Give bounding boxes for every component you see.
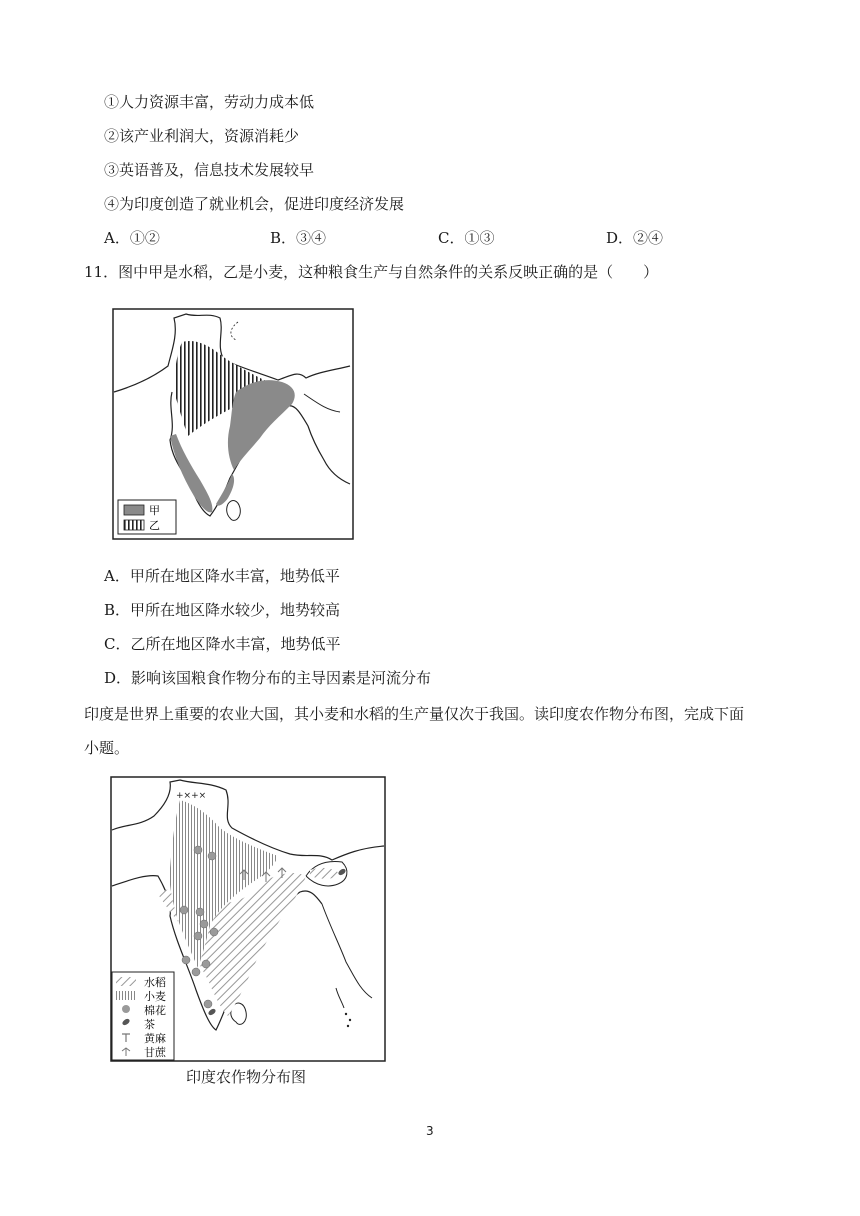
map2-caption: 印度农作物分布图 [186,1068,307,1086]
india-rice-wheat-map [112,308,354,540]
legend-sugarcane-label: 甘蔗 [144,1046,166,1059]
statement-4: ④为印度创造了就业机会，促进印度经济发展 [104,195,405,213]
legend-rice-label: 水稻 [144,976,166,989]
q11-option-b[interactable]: B．甲所在地区降水较少，地势较高 [104,601,341,619]
legend-label-yi: 乙 [149,519,160,532]
q10-option-b[interactable]: B．③④ [270,229,327,247]
q11-stem: 11．图中甲是水稻，乙是小麦，这种粮食生产与自然条件的关系反映正确的是（ ） [84,263,659,281]
intro-line-1: 印度是世界上重要的农业大国，其小麦和水稻的生产量仅次于我国。读印度农作物分布图，完成下面 [84,705,745,723]
statement-2: ②该产业利润大，资源消耗少 [104,127,300,145]
india-crop-distribution-map [110,776,386,1062]
legend-tea-label: 茶 [144,1018,155,1031]
legend-stripe-swatch [124,520,144,530]
statement-1: ①人力资源丰富，劳动力成本低 [104,93,315,111]
legend-jute-label: 黄麻 [144,1032,166,1045]
legend-wheat-swatch [116,991,136,1000]
legend-gray-swatch [124,505,144,515]
legend-wheat-label: 小麦 [144,990,166,1003]
kashmir-marks: +×+× [176,791,207,801]
page-number: 3 [426,1124,434,1138]
q11-option-c[interactable]: C．乙所在地区降水丰富，地势低平 [104,635,341,653]
q11-option-d[interactable]: D．影响该国粮食作物分布的主导因素是河流分布 [104,669,432,687]
legend-rice-swatch [116,977,136,986]
statement-3: ③英语普及，信息技术发展较早 [104,161,315,179]
q10-option-d[interactable]: D．②④ [606,229,664,247]
legend-cotton-icon [122,1005,130,1013]
q11-option-a[interactable]: A．甲所在地区降水丰富，地势低平 [104,567,340,585]
legend-cotton-label: 棉花 [144,1004,166,1017]
intro-line-2: 小题。 [84,739,130,757]
legend-label-jia: 甲 [149,504,160,517]
q10-option-c[interactable]: C．①③ [438,229,495,247]
q10-option-a[interactable]: A．①② [104,229,160,247]
